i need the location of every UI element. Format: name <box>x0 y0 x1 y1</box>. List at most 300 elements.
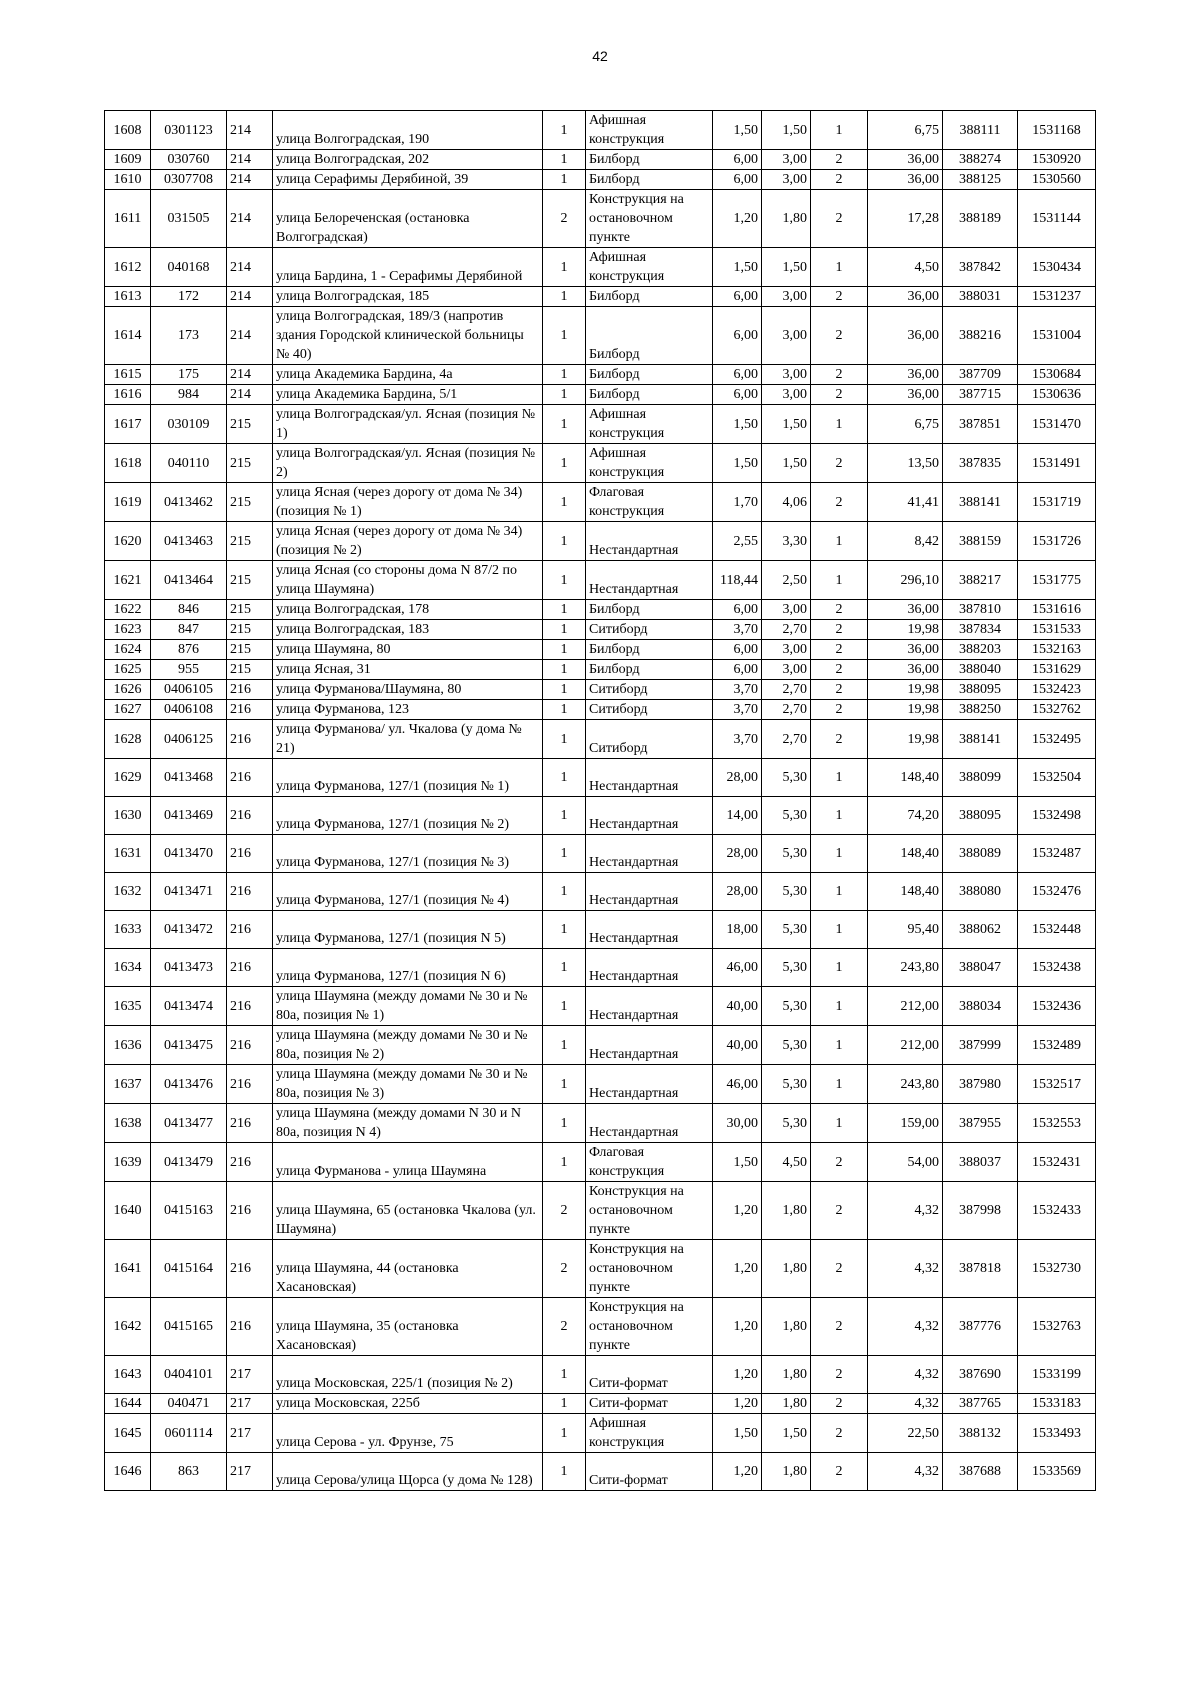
cell-faces: 2 <box>811 1453 868 1491</box>
table-row <box>105 680 1096 700</box>
cell-type: Сити-формат <box>586 1453 713 1491</box>
cell-zone: 214 <box>227 150 273 170</box>
cell-height: 5,30 <box>762 949 811 987</box>
cell-address: улица Академика Бардина, 5/1 <box>273 385 543 405</box>
cell-height: 2,70 <box>762 720 811 759</box>
cell-sides: 1 <box>543 561 586 600</box>
cell-address: улица Шаумяна, 80 <box>273 640 543 660</box>
table-row <box>105 170 1096 190</box>
cell-address: улица Ясная (через дорогу от дома № 34) (позиция № 2) <box>273 522 543 561</box>
cell-faces: 1 <box>811 873 868 911</box>
cell-type: Сити-формат <box>586 1394 713 1414</box>
cell-faces: 1 <box>811 561 868 600</box>
cell-coord-x: 387842 <box>943 248 1018 287</box>
cell-sides: 1 <box>543 1414 586 1453</box>
cell-width: 1,50 <box>713 444 762 483</box>
cell-zone: 214 <box>227 111 273 150</box>
table-row <box>105 248 1096 287</box>
cell-area: 6,75 <box>868 405 943 444</box>
table-row <box>105 949 1096 987</box>
table-row <box>105 483 1096 522</box>
cell-address: улица Волгоградская, 178 <box>273 600 543 620</box>
cell-coord-y: 1532163 <box>1018 640 1096 660</box>
cell-sides: 1 <box>543 170 586 190</box>
cell-number: 1623 <box>105 620 151 640</box>
cell-coord-x: 388217 <box>943 561 1018 600</box>
cell-address: улица Фурманова, 127/1 (позиция № 1) <box>273 759 543 797</box>
table-row <box>105 1143 1096 1182</box>
cell-height: 4,06 <box>762 483 811 522</box>
table-row <box>105 1026 1096 1065</box>
cell-height: 5,30 <box>762 1065 811 1104</box>
cell-height: 5,30 <box>762 911 811 949</box>
cell-coord-y: 1533493 <box>1018 1414 1096 1453</box>
cell-number: 1634 <box>105 949 151 987</box>
cell-zone: 216 <box>227 797 273 835</box>
cell-faces: 1 <box>811 797 868 835</box>
cell-zone: 216 <box>227 1143 273 1182</box>
cell-height: 5,30 <box>762 835 811 873</box>
cell-zone: 216 <box>227 1026 273 1065</box>
cell-coord-y: 1531775 <box>1018 561 1096 600</box>
cell-zone: 216 <box>227 949 273 987</box>
cell-coord-y: 1532553 <box>1018 1104 1096 1143</box>
cell-code: 030109 <box>151 405 227 444</box>
cell-width: 2,55 <box>713 522 762 561</box>
cell-coord-x: 387835 <box>943 444 1018 483</box>
cell-height: 1,80 <box>762 1240 811 1298</box>
cell-type: Ситиборд <box>586 720 713 759</box>
cell-height: 2,70 <box>762 620 811 640</box>
cell-coord-y: 1532763 <box>1018 1298 1096 1356</box>
cell-sides: 1 <box>543 640 586 660</box>
cell-address: улица Шаумяна (между домами № 30 и № 80а, позиция № 2) <box>273 1026 543 1065</box>
cell-type: Нестандартная <box>586 759 713 797</box>
cell-type: Нестандартная <box>586 1104 713 1143</box>
cell-address: улица Шаумяна (между домами № 30 и № 80а, позиция № 1) <box>273 987 543 1026</box>
cell-address: улица Фурманова, 127/1 (позиция N 6) <box>273 949 543 987</box>
cell-number: 1616 <box>105 385 151 405</box>
cell-type: Билборд <box>586 150 713 170</box>
table-row <box>105 1298 1096 1356</box>
cell-code: 846 <box>151 600 227 620</box>
cell-zone: 214 <box>227 307 273 365</box>
cell-number: 1643 <box>105 1356 151 1394</box>
cell-type: Билборд <box>586 287 713 307</box>
cell-coord-x: 388089 <box>943 835 1018 873</box>
cell-address: улица Бардина, 1 - Серафимы Дерябиной <box>273 248 543 287</box>
cell-coord-y: 1532431 <box>1018 1143 1096 1182</box>
cell-coord-x: 387688 <box>943 1453 1018 1491</box>
cell-sides: 1 <box>543 620 586 640</box>
cell-height: 1,80 <box>762 190 811 248</box>
cell-code: 0413474 <box>151 987 227 1026</box>
cell-type: Нестандартная <box>586 949 713 987</box>
cell-number: 1636 <box>105 1026 151 1065</box>
cell-sides: 1 <box>543 1026 586 1065</box>
cell-area: 19,98 <box>868 680 943 700</box>
cell-width: 1,20 <box>713 1240 762 1298</box>
cell-zone: 217 <box>227 1394 273 1414</box>
cell-coord-x: 388159 <box>943 522 1018 561</box>
cell-zone: 217 <box>227 1356 273 1394</box>
cell-faces: 2 <box>811 1298 868 1356</box>
cell-coord-x: 388111 <box>943 111 1018 150</box>
cell-coord-y: 1530636 <box>1018 385 1096 405</box>
table-row <box>105 759 1096 797</box>
cell-zone: 216 <box>227 1240 273 1298</box>
cell-width: 6,00 <box>713 307 762 365</box>
cell-sides: 1 <box>543 660 586 680</box>
cell-coord-y: 1532498 <box>1018 797 1096 835</box>
cell-sides: 1 <box>543 287 586 307</box>
cell-area: 4,32 <box>868 1453 943 1491</box>
cell-coord-x: 388125 <box>943 170 1018 190</box>
cell-address: улица Ясная, 31 <box>273 660 543 680</box>
cell-zone: 214 <box>227 170 273 190</box>
cell-number: 1629 <box>105 759 151 797</box>
cell-area: 243,80 <box>868 949 943 987</box>
cell-sides: 1 <box>543 1394 586 1414</box>
cell-number: 1621 <box>105 561 151 600</box>
cell-area: 19,98 <box>868 700 943 720</box>
cell-number: 1609 <box>105 150 151 170</box>
cell-width: 1,50 <box>713 1414 762 1453</box>
cell-coord-y: 1531726 <box>1018 522 1096 561</box>
cell-sides: 1 <box>543 987 586 1026</box>
cell-coord-y: 1533199 <box>1018 1356 1096 1394</box>
cell-coord-x: 388062 <box>943 911 1018 949</box>
cell-number: 1626 <box>105 680 151 700</box>
cell-address: улица Серова/улица Щорса (у дома № 128) <box>273 1453 543 1491</box>
cell-address: улица Волгоградская, 190 <box>273 111 543 150</box>
cell-number: 1640 <box>105 1182 151 1240</box>
cell-width: 46,00 <box>713 949 762 987</box>
cell-code: 876 <box>151 640 227 660</box>
cell-area: 54,00 <box>868 1143 943 1182</box>
cell-coord-y: 1530684 <box>1018 365 1096 385</box>
cell-sides: 1 <box>543 1104 586 1143</box>
cell-height: 2,70 <box>762 680 811 700</box>
cell-coord-x: 387690 <box>943 1356 1018 1394</box>
cell-faces: 1 <box>811 949 868 987</box>
cell-type: Афишная конструкция <box>586 405 713 444</box>
cell-sides: 1 <box>543 248 586 287</box>
cell-sides: 2 <box>543 1298 586 1356</box>
cell-number: 1638 <box>105 1104 151 1143</box>
cell-code: 0307708 <box>151 170 227 190</box>
cell-height: 2,70 <box>762 700 811 720</box>
cell-number: 1619 <box>105 483 151 522</box>
cell-coord-x: 388095 <box>943 797 1018 835</box>
cell-address: улица Шаумяна, 44 (остановка Хасановская) <box>273 1240 543 1298</box>
cell-code: 0406108 <box>151 700 227 720</box>
cell-zone: 216 <box>227 680 273 700</box>
cell-width: 1,50 <box>713 248 762 287</box>
cell-number: 1614 <box>105 307 151 365</box>
cell-height: 1,50 <box>762 111 811 150</box>
cell-area: 19,98 <box>868 620 943 640</box>
cell-zone: 214 <box>227 248 273 287</box>
cell-address: улица Шаумяна, 65 (остановка Чкалова (ул. Шаумяна) <box>273 1182 543 1240</box>
cell-sides: 1 <box>543 759 586 797</box>
advertising-structures-table <box>104 110 1096 1491</box>
cell-sides: 1 <box>543 307 586 365</box>
cell-coord-y: 1532433 <box>1018 1182 1096 1240</box>
cell-height: 3,00 <box>762 365 811 385</box>
cell-sides: 1 <box>543 835 586 873</box>
cell-code: 0413470 <box>151 835 227 873</box>
cell-width: 40,00 <box>713 987 762 1026</box>
cell-coord-y: 1532438 <box>1018 949 1096 987</box>
cell-faces: 1 <box>811 1065 868 1104</box>
cell-coord-y: 1531629 <box>1018 660 1096 680</box>
cell-coord-y: 1532495 <box>1018 720 1096 759</box>
cell-type: Нестандартная <box>586 987 713 1026</box>
cell-faces: 2 <box>811 1143 868 1182</box>
cell-address: улица Шаумяна, 35 (остановка Хасановская) <box>273 1298 543 1356</box>
cell-height: 3,00 <box>762 150 811 170</box>
cell-type: Нестандартная <box>586 873 713 911</box>
cell-area: 212,00 <box>868 1026 943 1065</box>
cell-number: 1641 <box>105 1240 151 1298</box>
cell-area: 36,00 <box>868 150 943 170</box>
cell-faces: 1 <box>811 522 868 561</box>
cell-coord-y: 1532487 <box>1018 835 1096 873</box>
cell-width: 3,70 <box>713 700 762 720</box>
cell-area: 243,80 <box>868 1065 943 1104</box>
cell-type: Нестандартная <box>586 797 713 835</box>
table-row <box>105 1414 1096 1453</box>
cell-area: 95,40 <box>868 911 943 949</box>
cell-zone: 217 <box>227 1453 273 1491</box>
cell-number: 1624 <box>105 640 151 660</box>
cell-width: 46,00 <box>713 1065 762 1104</box>
cell-coord-x: 388037 <box>943 1143 1018 1182</box>
cell-code: 0415165 <box>151 1298 227 1356</box>
cell-code: 0413473 <box>151 949 227 987</box>
cell-area: 74,20 <box>868 797 943 835</box>
cell-height: 3,00 <box>762 600 811 620</box>
cell-coord-x: 388080 <box>943 873 1018 911</box>
cell-width: 18,00 <box>713 911 762 949</box>
cell-number: 1635 <box>105 987 151 1026</box>
cell-code: 0413463 <box>151 522 227 561</box>
cell-area: 212,00 <box>868 987 943 1026</box>
cell-faces: 1 <box>811 248 868 287</box>
cell-height: 2,50 <box>762 561 811 600</box>
table-row <box>105 720 1096 759</box>
table-row <box>105 287 1096 307</box>
cell-faces: 2 <box>811 170 868 190</box>
table-row <box>105 365 1096 385</box>
table-row <box>105 600 1096 620</box>
cell-coord-x: 387851 <box>943 405 1018 444</box>
cell-height: 3,00 <box>762 385 811 405</box>
cell-sides: 1 <box>543 405 586 444</box>
cell-code: 847 <box>151 620 227 640</box>
cell-address: улица Ясная (со стороны дома N 87/2 по улица Шаумяна) <box>273 561 543 600</box>
cell-type: Конструкция на остановочном пункте <box>586 1240 713 1298</box>
cell-area: 36,00 <box>868 170 943 190</box>
cell-coord-x: 387776 <box>943 1298 1018 1356</box>
cell-faces: 2 <box>811 307 868 365</box>
cell-faces: 1 <box>811 759 868 797</box>
cell-coord-x: 387765 <box>943 1394 1018 1414</box>
cell-type: Билборд <box>586 385 713 405</box>
cell-code: 955 <box>151 660 227 680</box>
cell-faces: 2 <box>811 600 868 620</box>
cell-zone: 216 <box>227 1104 273 1143</box>
cell-number: 1618 <box>105 444 151 483</box>
cell-address: улица Волгоградская, 189/3 (напротив здания Городской клинической больницы № 40) <box>273 307 543 365</box>
cell-coord-x: 388274 <box>943 150 1018 170</box>
cell-code: 0301123 <box>151 111 227 150</box>
cell-height: 1,50 <box>762 405 811 444</box>
cell-faces: 2 <box>811 483 868 522</box>
cell-code: 863 <box>151 1453 227 1491</box>
cell-zone: 215 <box>227 640 273 660</box>
cell-code: 175 <box>151 365 227 385</box>
table-row <box>105 1453 1096 1491</box>
cell-type: Нестандартная <box>586 1065 713 1104</box>
cell-address: улица Шаумяна (между домами № 30 и № 80а, позиция № 3) <box>273 1065 543 1104</box>
cell-coord-x: 388132 <box>943 1414 1018 1453</box>
cell-width: 1,50 <box>713 111 762 150</box>
cell-area: 36,00 <box>868 287 943 307</box>
table-row <box>105 1104 1096 1143</box>
table-row <box>105 444 1096 483</box>
cell-address: улица Серафимы Дерябиной, 39 <box>273 170 543 190</box>
cell-number: 1612 <box>105 248 151 287</box>
cell-type: Конструкция на остановочном пункте <box>586 190 713 248</box>
cell-coord-y: 1531470 <box>1018 405 1096 444</box>
cell-faces: 2 <box>811 660 868 680</box>
cell-faces: 2 <box>811 1414 868 1453</box>
cell-area: 148,40 <box>868 759 943 797</box>
cell-height: 4,50 <box>762 1143 811 1182</box>
cell-coord-x: 388250 <box>943 700 1018 720</box>
table-row <box>105 1356 1096 1394</box>
cell-coord-y: 1532504 <box>1018 759 1096 797</box>
cell-width: 28,00 <box>713 835 762 873</box>
cell-code: 031505 <box>151 190 227 248</box>
table-row <box>105 1065 1096 1104</box>
cell-area: 4,32 <box>868 1394 943 1414</box>
cell-faces: 2 <box>811 640 868 660</box>
cell-coord-y: 1531616 <box>1018 600 1096 620</box>
cell-coord-y: 1531237 <box>1018 287 1096 307</box>
cell-type: Билборд <box>586 660 713 680</box>
cell-area: 13,50 <box>868 444 943 483</box>
cell-height: 5,30 <box>762 987 811 1026</box>
cell-address: улица Фурманова, 127/1 (позиция № 2) <box>273 797 543 835</box>
cell-type: Билборд <box>586 170 713 190</box>
cell-type: Билборд <box>586 365 713 385</box>
cell-height: 3,00 <box>762 287 811 307</box>
cell-sides: 2 <box>543 190 586 248</box>
cell-sides: 1 <box>543 111 586 150</box>
cell-number: 1620 <box>105 522 151 561</box>
cell-coord-y: 1531719 <box>1018 483 1096 522</box>
cell-sides: 1 <box>543 600 586 620</box>
cell-number: 1611 <box>105 190 151 248</box>
cell-address: улица Волгоградская, 202 <box>273 150 543 170</box>
cell-address: улица Фурманова, 127/1 (позиция № 4) <box>273 873 543 911</box>
cell-faces: 1 <box>811 835 868 873</box>
cell-faces: 2 <box>811 700 868 720</box>
cell-address: улица Ясная (через дорогу от дома № 34) (позиция № 1) <box>273 483 543 522</box>
cell-width: 118,44 <box>713 561 762 600</box>
cell-coord-y: 1532476 <box>1018 873 1096 911</box>
cell-width: 1,20 <box>713 1298 762 1356</box>
cell-code: 030760 <box>151 150 227 170</box>
cell-sides: 1 <box>543 873 586 911</box>
cell-sides: 1 <box>543 700 586 720</box>
cell-sides: 1 <box>543 720 586 759</box>
cell-width: 3,70 <box>713 720 762 759</box>
cell-code: 040471 <box>151 1394 227 1414</box>
cell-sides: 1 <box>543 797 586 835</box>
cell-faces: 2 <box>811 680 868 700</box>
cell-code: 0413476 <box>151 1065 227 1104</box>
cell-number: 1615 <box>105 365 151 385</box>
cell-area: 41,41 <box>868 483 943 522</box>
cell-height: 1,80 <box>762 1356 811 1394</box>
cell-height: 3,00 <box>762 307 811 365</box>
cell-number: 1639 <box>105 1143 151 1182</box>
cell-zone: 215 <box>227 444 273 483</box>
cell-coord-x: 387715 <box>943 385 1018 405</box>
cell-coord-y: 1531533 <box>1018 620 1096 640</box>
cell-address: улица Фурманова/Шаумяна, 80 <box>273 680 543 700</box>
cell-sides: 1 <box>543 1065 586 1104</box>
table-row <box>105 911 1096 949</box>
cell-width: 6,00 <box>713 640 762 660</box>
cell-sides: 2 <box>543 1182 586 1240</box>
cell-width: 3,70 <box>713 620 762 640</box>
cell-type: Афишная конструкция <box>586 1414 713 1453</box>
cell-coord-x: 388095 <box>943 680 1018 700</box>
cell-address: улица Фурманова, 123 <box>273 700 543 720</box>
cell-zone: 216 <box>227 835 273 873</box>
cell-zone: 216 <box>227 1065 273 1104</box>
cell-area: 148,40 <box>868 873 943 911</box>
cell-faces: 2 <box>811 720 868 759</box>
cell-coord-y: 1532423 <box>1018 680 1096 700</box>
cell-number: 1628 <box>105 720 151 759</box>
cell-sides: 1 <box>543 1143 586 1182</box>
cell-faces: 2 <box>811 620 868 640</box>
cell-type: Ситиборд <box>586 620 713 640</box>
cell-code: 0413472 <box>151 911 227 949</box>
cell-code: 173 <box>151 307 227 365</box>
cell-width: 6,00 <box>713 600 762 620</box>
cell-code: 0413475 <box>151 1026 227 1065</box>
cell-code: 040110 <box>151 444 227 483</box>
cell-area: 36,00 <box>868 600 943 620</box>
cell-zone: 215 <box>227 405 273 444</box>
cell-address: улица Волгоградская/ул. Ясная (позиция № 1) <box>273 405 543 444</box>
table-row <box>105 385 1096 405</box>
cell-number: 1608 <box>105 111 151 150</box>
cell-height: 5,30 <box>762 873 811 911</box>
cell-type: Билборд <box>586 307 713 365</box>
table-row <box>105 797 1096 835</box>
cell-zone: 214 <box>227 287 273 307</box>
cell-height: 1,50 <box>762 444 811 483</box>
cell-area: 148,40 <box>868 835 943 873</box>
